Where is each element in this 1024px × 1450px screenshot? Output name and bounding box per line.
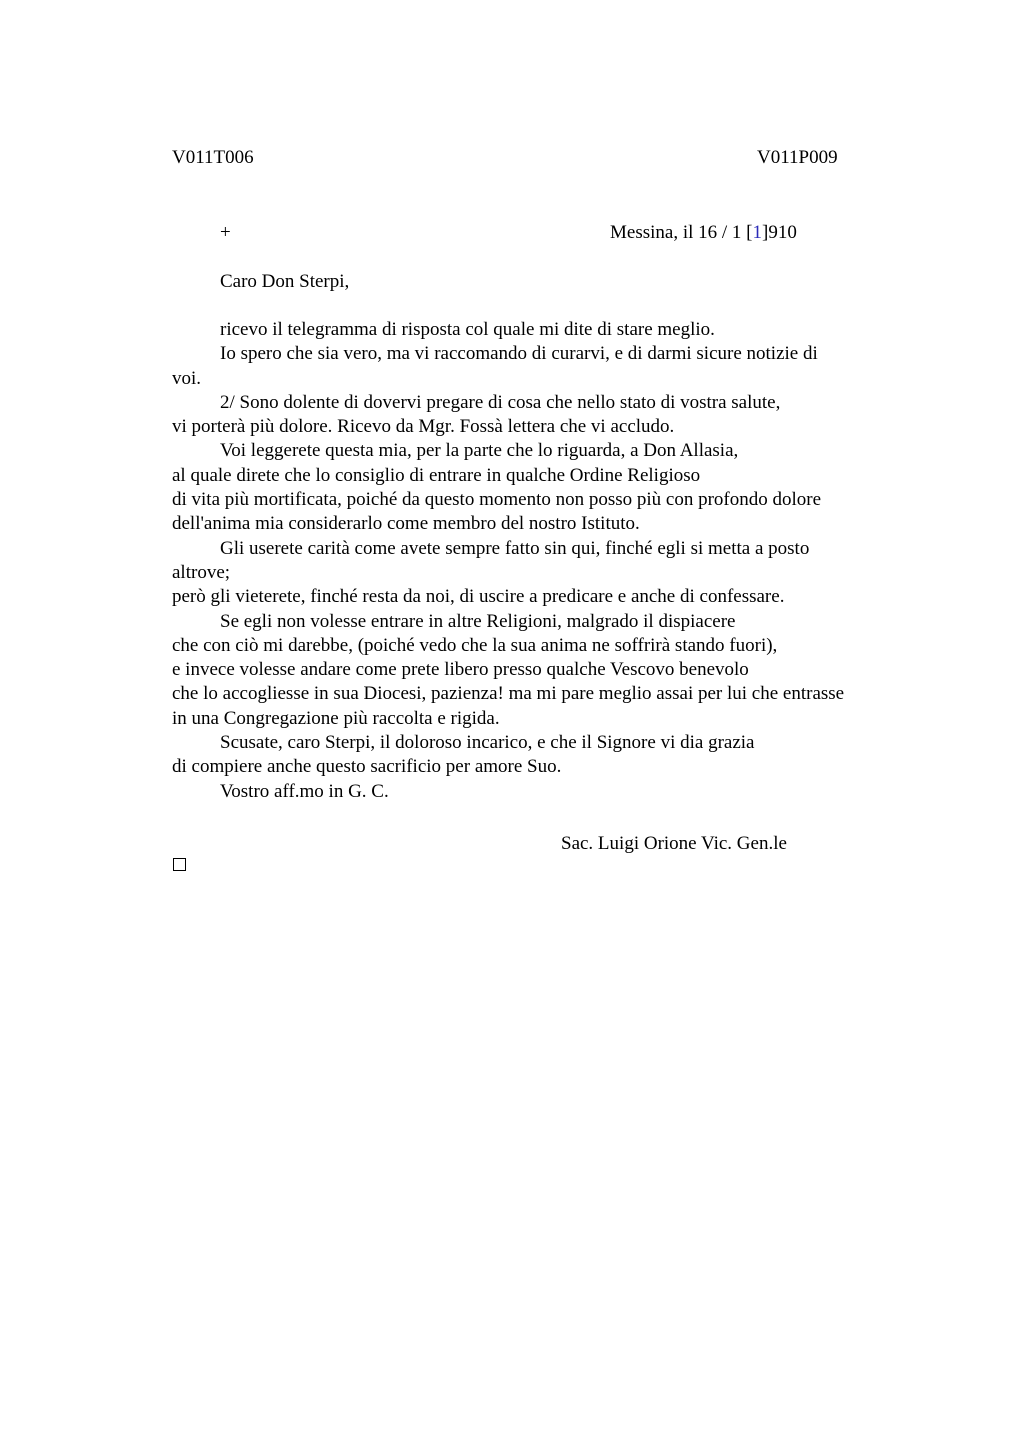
body-line: Scusate, caro Sterpi, il doloroso incarico, e che il Signore vi dia grazia xyxy=(220,732,755,754)
body-line: e invece volesse andare come prete libero presso qualche Vescovo benevolo xyxy=(172,659,749,681)
body-line: Io spero che sia vero, ma vi raccomando di curarvi, e di darmi sicure notizie di xyxy=(220,343,818,365)
body-line: che lo accogliesse in sua Diocesi, pazienza! ma mi pare meglio assai per lui che entrasse xyxy=(172,683,845,705)
body-line: Gli userete carità come avete sempre fatto sin qui, finché egli si metta a posto xyxy=(220,537,810,559)
document-code-left: V011T006 xyxy=(172,147,254,168)
salutation: Caro Don Sterpi, xyxy=(220,271,350,292)
date-suffix: ]910 xyxy=(762,222,797,243)
body-line: 2/ Sono dolente di dovervi pregare di cosa che nello stato di vostra salute, xyxy=(220,391,781,413)
body-line: vi porterà più dolore. Ricevo da Mgr. Fossà lettera che vi accludo. xyxy=(172,416,675,438)
date-prefix: Messina, il 16 / 1 [ xyxy=(610,222,753,243)
body-line: al quale direte che lo consiglio di entrare in qualche Ordine Religioso xyxy=(172,464,701,486)
body-line: ricevo il telegramma di risposta col quale mi dite di stare meglio. xyxy=(220,319,715,340)
signature: Sac. Luigi Orione Vic. Gen.le xyxy=(561,833,787,854)
letter-date xyxy=(610,221,797,245)
date-editorial-correction: 1 xyxy=(752,222,762,243)
body-line: però gli vieterete, finché resta da noi, di uscire a predicare e anche di confessare. xyxy=(172,586,785,608)
letter-body xyxy=(172,318,912,804)
body-line: voi. xyxy=(172,367,202,389)
cross-mark: + xyxy=(220,222,231,243)
body-line: altrove; xyxy=(172,561,231,583)
body-line: Voi leggerete questa mia, per la parte che lo riguarda, a Don Allasia, xyxy=(220,440,739,462)
body-line: di vita più mortificata, poiché da questo momento non posso più con profondo dolore xyxy=(172,489,822,511)
body-line: che con ciò mi darebbe, (poiché vedo che la sua anima ne soffrirà stando fuori), xyxy=(172,634,778,656)
body-line: dell'anima mia considerarlo come membro del nostro Istituto. xyxy=(172,513,640,535)
body-line: di compiere anche questo sacrificio per amore Suo. xyxy=(172,756,562,778)
body-line: Se egli non volesse entrare in altre Religioni, malgrado il dispiacere xyxy=(220,610,736,632)
closing-line: Vostro aff.mo in G. C. xyxy=(220,780,389,802)
end-of-document-box-icon xyxy=(173,858,186,871)
body-line: in una Congregazione più raccolta e rigida. xyxy=(172,707,500,729)
document-code-right: V011P009 xyxy=(757,147,838,168)
